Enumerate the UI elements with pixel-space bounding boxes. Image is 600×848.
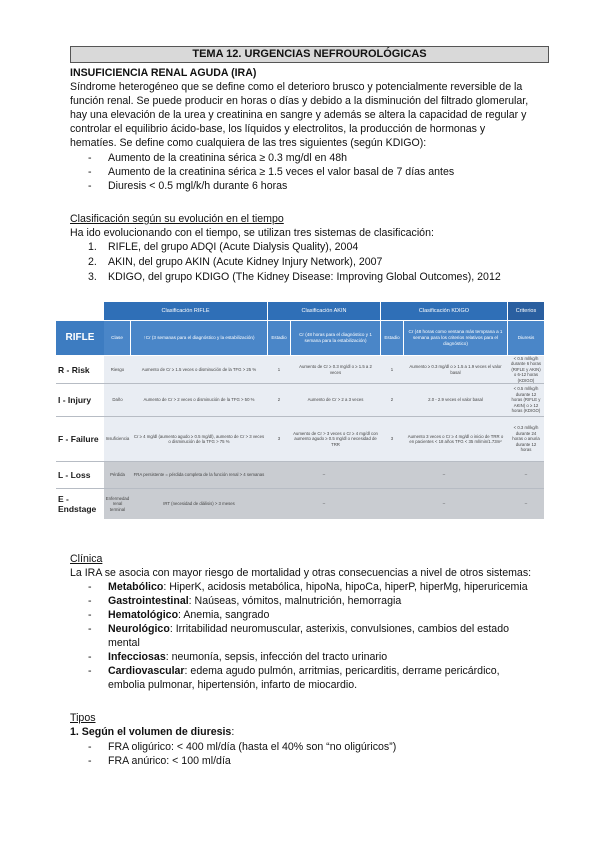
sub-header: Cr (48 horas para el diagnóstico y 1 semana para la estabilización) (291, 321, 380, 355)
term: Neurológico (108, 623, 170, 635)
dash-icon: - (88, 152, 92, 164)
term: Metabólico (108, 581, 164, 593)
table-cell: Insuficiencia (105, 436, 130, 442)
table-cell: FRA persistente = pérdida completa de la función renal > 4 semanas (133, 472, 265, 478)
row-label-injury: I - Injury (58, 395, 92, 405)
classification-table (56, 302, 544, 528)
table-cell: Aumento 3 veces o Cr ≥ 4 mg/dl o inicio de TRR o en pacientes < 18 años TFG < 35 ml/min/1.73m² (407, 433, 504, 444)
list-item-text: Diuresis < 0.5 mgl/k/h durante 6 horas (108, 180, 288, 192)
paragraph-line: Síndrome heterogéneo que se define como el deterioro brusco y potencialmente reversible de la (70, 81, 523, 93)
section-heading-ira: INSUFICIENCIA RENAL AGUDA (IRA) (70, 67, 257, 79)
term-text: : edema agudo pulmón, arritmias, pericarditis, derrame pericárdico, (184, 665, 500, 677)
row-label-failure: F - Failure (58, 434, 99, 444)
term: Gastrointestinal (108, 595, 189, 607)
table-cell: Riesgo (110, 366, 125, 372)
col-header-rifle: Clasificación RIFLE (104, 302, 267, 320)
term: Cardiovascular (108, 665, 185, 677)
list-item-text: KDIGO, del grupo KDIGO (The Kidney Disease: Improving Global Outcomes), 2012 (108, 271, 501, 283)
tipos-subheading (70, 726, 550, 740)
dash-icon: - (88, 180, 92, 192)
table-cell: IRT (necesidad de diálisis) > 3 meses (163, 501, 235, 507)
row-label-endstage: E - Endstage (58, 494, 97, 514)
term: Infecciosas (108, 651, 166, 663)
tipos-subheading-text: 1. Según el volumen de diuresis (70, 726, 232, 738)
paragraph-line: hay una elevación de la urea y creatinina en sangre y además se altera la capacidad de regular y (70, 109, 527, 121)
term-text: : Irritabilidad neuromuscular, asterixis, convulsiones, cambios del estado (169, 623, 509, 635)
dash-icon: - (88, 166, 92, 178)
table-cell: Cr ≥ 4 mg/dl (aumento agudo ≥ 0.5 mg/dl), aumento de Cr > 3 veces o disminución de la TFG > 75 % (133, 433, 265, 444)
row-label-loss: L - Loss (58, 470, 91, 480)
table-cell: Daño (112, 397, 123, 403)
table-cell: – (442, 501, 446, 507)
table-cell: Aumento de Cr > 2 a 3 veces (307, 397, 364, 403)
table-cell: Aumento de Cr > 2 veces o disminución de la TFG > 50 % (143, 397, 255, 403)
sub-header: Estadio (268, 321, 290, 355)
table-cell: Aumento de Cr ≥ 1.5 veces o disminución de la TFG > 25 % (141, 366, 257, 372)
table-cell: – (322, 501, 326, 507)
table-cell: 1 (277, 366, 281, 372)
table-cell: < 0.5 ml/kg/h durante 6 horas (RIFLE y AKIN) o 6-12 horas (KDIGO) (510, 355, 542, 383)
term-text: : Naúseas, vómitos, malnutrición, hemorragia (188, 595, 402, 607)
sub-header: Diuresis (508, 321, 544, 355)
list-item-text: Aumento de la creatinina sérica ≥ 0.3 mg/dl en 48h (108, 152, 348, 164)
term-text: : neumonía, sepsis, infección del tracto urinario (165, 651, 388, 663)
table-cell: – (524, 472, 528, 478)
table-cell: Aumento ≥ 0.3 mg/dl o ≥ 1.5 a 1.9 veces el valor basal (409, 364, 502, 375)
table-cell: 2.0 - 2.9 veces el valor basal (428, 397, 483, 403)
paragraph-line: controlar el equilibrio ácido-base, los líquidos y electrolitos, la producción de hormonas y (70, 123, 486, 135)
table-cell: < 0.3 ml/kg/h durante 24 horas o anuria durante 12 horas (512, 425, 540, 453)
table-cell: – (524, 501, 528, 507)
table-cell: 3 (390, 436, 394, 442)
table-cell: Enfermedad renal terminal (105, 495, 130, 512)
table-cell: 3 (277, 436, 281, 442)
list-item-text: RIFLE, del grupo ADQI (Acute Dialysis Quality), 2004 (108, 241, 359, 253)
section-heading-tipos: Tipos (70, 712, 96, 724)
list-item-text: FRA oligúrico: < 400 ml/día (hasta el 40% son “no oligúricos”) (108, 741, 397, 753)
tipos-subheading-colon: : (231, 726, 235, 738)
table-cell: Aumento de Cr > 3 veces o Cr ≥ 4 mg/dl con aumento agudo ≥ 0.5 mg/dl o necesidad de TRR (293, 430, 378, 447)
term: Hematológico (108, 609, 179, 621)
table-cell: < 0.5 ml/kg/h durante 12 horas (RIFLE y AKIN) o ≥ 12 horas (KDIGO) (511, 386, 541, 414)
list-item-text: Aumento de la creatinina sérica ≥ 1.5 veces el valor basal de 7 días antes (108, 166, 455, 178)
table-cell: 2 (277, 397, 281, 403)
table-cell: – (442, 472, 446, 478)
clinica-intro: La IRA se asocia con mayor riesgo de mortalidad y otras consecuencias a nivel de otros sistemas: (70, 567, 532, 579)
term-text-cont: mental (108, 637, 140, 649)
list-item-text: FRA anúrico: < 100 ml/día (108, 755, 231, 767)
page-title: TEMA 12. URGENCIAS NEFROUROLÓGICAS (70, 46, 549, 63)
table-cell: Aumento de Cr ≥ 0.3 mg/dl o ≥ 1.5 a 2 veces (299, 364, 372, 375)
list-item-text: AKIN, del grupo AKIN (Acute Kidney Injury Network), 2007 (108, 256, 383, 268)
col-header-akin: Clasificación AKIN (268, 302, 380, 320)
term-text: : HiperK, acidosis metabólica, hipoNa, hipoCa, hiperP, hiperMg, hiperuricemia (163, 581, 528, 593)
term-text: : Anemia, sangrado (178, 609, 270, 621)
sub-header: Clase (104, 321, 130, 355)
sub-header: ↑Cr (3 semanas para el diagnóstico y la estabilización) (131, 321, 267, 355)
section-heading-clasificacion: Clasificación según su evolución en el tiempo (70, 213, 284, 225)
paragraph-line: hematíes. Se define como cualquiera de las tres siguientes (según KDIGO): (70, 137, 427, 149)
section-heading-clinica: Clínica (70, 553, 103, 565)
rifle-header: RIFLE (56, 321, 104, 355)
sub-header: Estadio (381, 321, 403, 355)
table-cell: 1 (390, 366, 394, 372)
table-cell: – (322, 472, 326, 478)
col-header-comunes: Criterios (508, 302, 544, 320)
table-cell: 2 (390, 397, 394, 403)
table-cell: Pérdida (110, 472, 125, 478)
term-text-cont: embolia pulmonar, hipertensión, infarto de miocardio. (108, 679, 358, 691)
clasificacion-intro: Ha ido evolucionando con el tiempo, se utilizan tres sistemas de clasificación: (70, 227, 434, 239)
row-label-risk: R - Risk (58, 364, 90, 375)
col-header-kdigo: Clasificación KDIGO (381, 302, 507, 320)
paragraph-line: función renal. Se puede producir en horas o días y debido a la disminución del filtrado glomerular, (70, 95, 529, 107)
sub-header: Cr (48 horas como ventana más temprana a 1 semana para los criterios relativos para el diagnóstico) (404, 321, 507, 355)
